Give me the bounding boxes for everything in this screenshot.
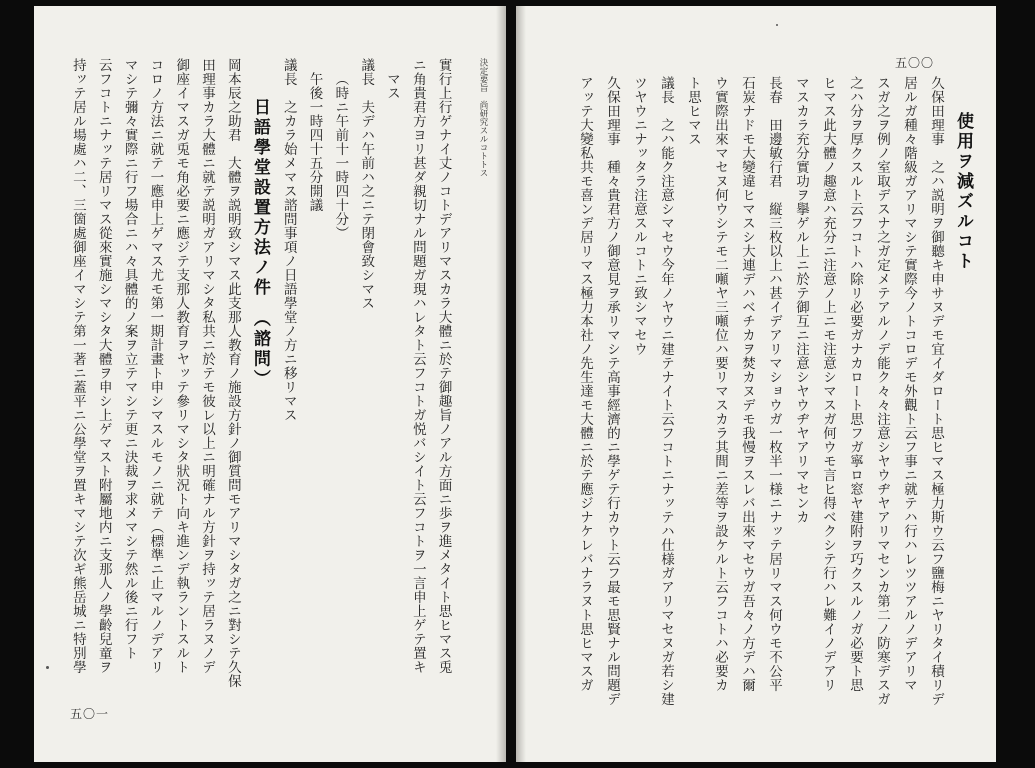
text-column: 御座イマスガ兎モ角必要ニ應ジテ支那人教育ヲヤッテ參リマシタ狀況ト向キ進ンデ執ラントスルト <box>173 58 190 674</box>
text-column: 之ハ分ヲ厚クスルト云フコトハ除リ必要ガナカロート思フガ寧ロ窓ヤ建附ヲ巧クスルノガ必要ト思 <box>847 76 863 692</box>
text-column: 持ッテ居ル場處ハ二、三箇處御座イマシテ第一著ニ蓋平ニ公學堂ヲ置キマシテ次ギ熊岳城ニ特別學 <box>69 58 86 674</box>
speaker-line: 議長 夫デハ午前ハ之ニテ閉會致シマス <box>358 58 375 310</box>
left-page-text <box>68 58 488 698</box>
margin-note: 決定要旨 尚研究スルコトトス <box>478 58 488 177</box>
speaker-line: 議長 之カラ始メマス諮問事項ノ日語學堂ノ方ニ移リマス <box>280 58 297 422</box>
paper-speck <box>776 24 778 26</box>
text-column: マシテ彌々實際ニ行フ場合ニハ々具體的ノ案ヲ立テマシテ更ニ決裁ヲ求メマシテ然ル後ニ行フト <box>121 58 138 660</box>
right-page <box>516 6 996 762</box>
text-column: 實行上行ゲナイ丈ノコトデアリマスカラ大體ニ於テ御趣旨ノアル方面ニ歩ヲ進メタイト思ヒマス兎 <box>435 58 452 674</box>
paper-speck <box>46 666 49 669</box>
text-column: 居ルガ種々階級ガアリマシテ實際今ノトコロデモ外觀ト云フ事ニ就テハ行ハレツツアルノデアリマ <box>901 76 917 692</box>
text-column: 云フコトニナッテ居リマス從來實施シマシタ大體ヲ申シ上ゲマスト附屬地内ニ支那人ノ學齡兒童ヲ <box>95 58 112 674</box>
text-column: スガ之ヲ例ノ室取デスナ之ガ定メテアルノデ能ク々々注意シヤウヂヤアリマセンカ第二ノ防寒デスガ <box>874 76 890 706</box>
agenda-heading: 日語學堂設置方法ノ件 （諮問） <box>249 98 270 390</box>
speaker-line: 岡本辰之助君 大體ヲ説明致シマス此支那人教育ノ施設方針ノ御質問モアリマシタガ之ニ對シテ久保 <box>224 58 241 688</box>
text-column: ト思ヒマス <box>685 76 701 146</box>
section-title: 使用ヲ減ズルコト <box>953 112 973 272</box>
speaker-line: 長春 田邊敏行君 縦三枚以上ハ甚イデアリマショウガ一枚半一様ニナッテ居リマス何ウモ不公平 <box>766 76 782 692</box>
left-page <box>34 6 506 762</box>
left-gutter-shadow <box>496 6 506 762</box>
text-column: マス <box>384 72 401 100</box>
time-note: （時ニ午前十一時四十分） <box>332 72 349 240</box>
page-number-right: 五〇〇 <box>894 56 934 70</box>
page-number-left: 五〇一 <box>70 707 110 721</box>
text-column: ウ實際出來マセヌ何ウシテモ二噸ヤ三噸位ハ要リマスカラ其間ニ差等ヲ設ケルト云フコトハ必要カ <box>712 76 728 692</box>
text-column: アッテ大變私共モ喜ンデ居リマス極力本社ノ先生達モ大體ニ於テ應ジナケレバナラヌト思ヒマスガ <box>577 76 593 692</box>
right-gutter-shadow <box>516 6 526 762</box>
speaker-line: 議長 之ハ能ク注意シマセウ今年ノヤウニ建テナイト云フコトニナッテハ仕様ガアリマセヌガ若シ建 <box>658 76 674 706</box>
text-column: ツヤウニナッタラ注意スルコトニ致シマセウ <box>631 76 647 356</box>
text-column: ニ角貴君方ヨリ甚ダ親切ナル問題ガ現ハレタト云フコトガ悦バシイト云フコトヲ一言申上ゲテ置キ <box>409 58 426 674</box>
speaker-line: 久保田理事 種々貴君方ノ御意見ヲ承リマシテ高事經濟的ニ學ゲテ行カウト云フ最モ思賢ナル問題デ <box>604 76 620 706</box>
text-column: マスカラ充分實功ヲ擧ゲル上ニ於テ御互ニ注意シヤウヂヤアリマセンカ <box>793 76 809 524</box>
speaker-line: 久保田理事 之ハ説明ヲ御聽キ申サヌデモ宜イダロート思ヒマス極力斯ウ云フ鹽梅ニヤリタイ積リデ <box>928 76 944 706</box>
text-column: 田理事カラ大體ニ就テ説明ガアリマシタ私共ニ於テモ彼レ以上ニ明確ナル方針ヲ持ッテ居ラヌノデ <box>199 58 216 674</box>
right-page-text <box>541 76 976 716</box>
text-column: コロノ方法ニ就テ一應申上ゲマス尤モ第一期計畫ト申シマスルモノニ就テ（標準ニ止マルノデアリ <box>147 58 164 674</box>
text-column: 石炭ナドモ大變違ヒマスシ大連デハベチカヲ焚カヌデモ我慢ヲスレバ出來マセウガ吾々ノ方デハ爾 <box>739 76 755 692</box>
text-column: ヒマス此大體ノ趣意ハ充分ニ注意ノ上ニモ注意シマスガ何ウモ言ヒ得ベクシテ行ハレ難イノデアリ <box>820 76 836 692</box>
session-note: 午後一時四十五分開議 <box>306 72 323 212</box>
